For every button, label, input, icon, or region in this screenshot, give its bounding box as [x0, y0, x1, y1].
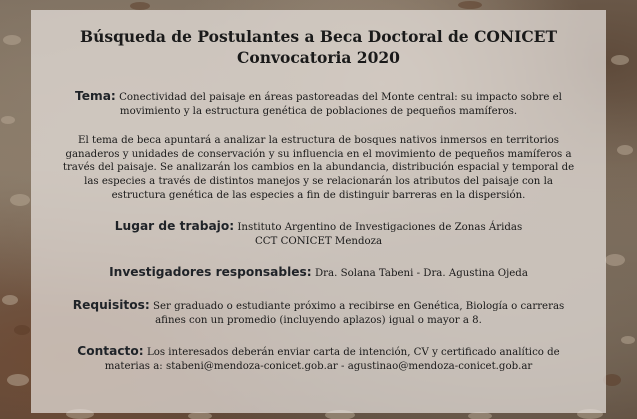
investigadores-text: Dra. Solana Tabeni - Dra. Agustina Ojeda [315, 268, 528, 280]
description-line-4: las especies a través de distintos manejos y se relacionarán los atributos del paisaje con la [84, 175, 553, 187]
lugar-label: Lugar de trabajo: [114, 219, 235, 234]
contacto-text-line-1: Los interesados deberán enviar carta de intención, CV y certificado analítico de [146, 347, 560, 359]
title-line-2: Convocatoria 2020 [237, 48, 400, 67]
investigadores-section [47, 266, 590, 281]
lugar-text-line-1: Instituto Argentino de Investigaciones de Zonas Áridas [237, 222, 523, 234]
requisitos-text-line-1: Ser graduado o estudiante próximo a recibirse en Genética, Biología o carreras [153, 300, 565, 312]
tema-section [47, 90, 590, 118]
requisitos-section [47, 299, 590, 327]
tema-text-line-1: Conectividad del paisaje en áreas pastoreadas del Monte central: su impacto sobre el [119, 92, 562, 103]
requisitos-label: Requisitos: [72, 297, 150, 312]
requisitos-text-line-2: afines con un promedio (incluyendo aplazos) igual o mayor a 8. [155, 314, 482, 326]
description-line-1: El tema de beca apuntará a analizar la estructura de bosques nativos inmersos en territorios [78, 135, 559, 147]
lugar-section [47, 220, 590, 248]
title-line-1: Búsqueda de Postulantes a Beca Doctoral de CONICET [79, 27, 558, 46]
contacto-text-line-2: materias a: stabeni@mendoza-conicet.gob.ar - agustinao@mendoza-conicet.gob.ar [104, 360, 533, 372]
description-line-3: través del paisaje. Se analizarán los cambios en la abundancia, distribución espacial y temporal de [62, 162, 575, 174]
announcement-panel [31, 10, 606, 413]
lugar-text-line-2: CCT CONICET Mendoza [254, 235, 383, 247]
description-line-2: ganaderos y unidades de conservación y su influencia en el movimiento de pequeños mamíferos a [65, 148, 572, 160]
tema-text-line-2: movimiento y la estructura genética de poblaciones de pequeños mamíferos. [119, 105, 518, 117]
page-title [47, 26, 590, 68]
investigadores-label: Investigadores responsables: [109, 265, 312, 280]
contacto-section [47, 345, 590, 373]
contacto-label: Contacto: [77, 344, 144, 359]
tema-label: Tema: [75, 89, 116, 103]
description-section [47, 134, 590, 202]
description-line-5: estructura genética de las especies a fin de distinguir barreras en la dispersión. [111, 189, 526, 201]
